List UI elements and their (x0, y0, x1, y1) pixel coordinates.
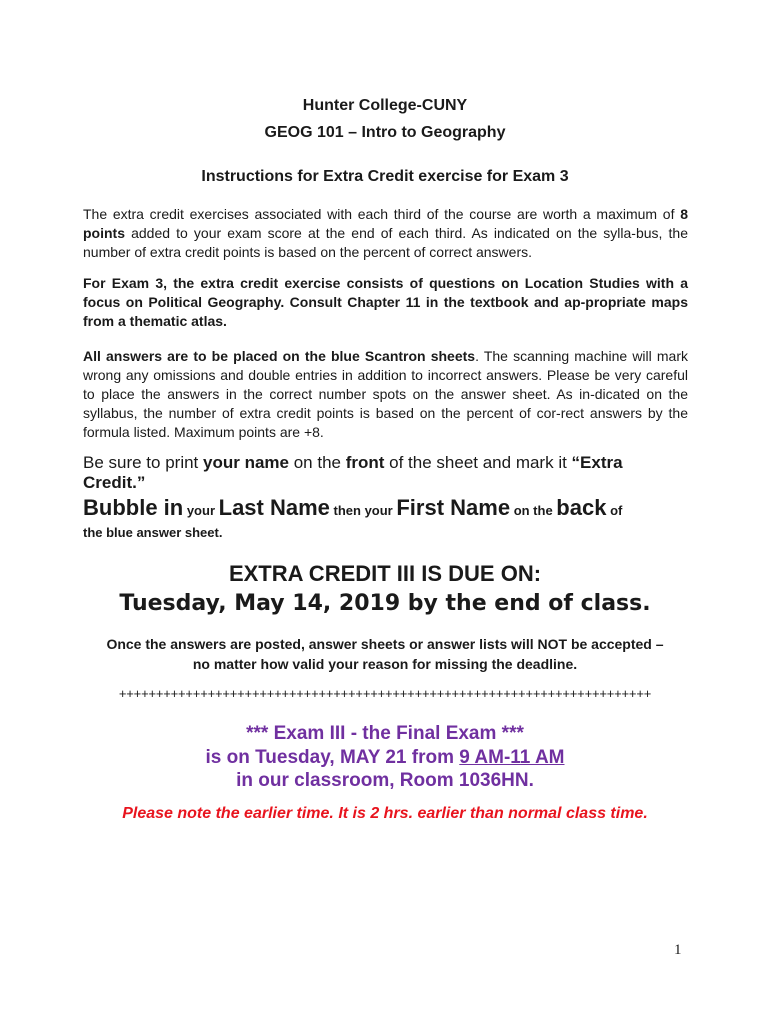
due-heading: EXTRA CREDIT III IS DUE ON: (228, 561, 542, 586)
late-policy (80, 634, 690, 674)
earlier-time-note: Please note the earlier time. It is 2 hrs. earlier than normal class time. (122, 805, 648, 822)
intro-points: 8 points (83, 206, 688, 241)
page-number: 1 (674, 942, 682, 958)
bubble-w4: then your (329, 503, 397, 518)
intro-paragraph (83, 205, 688, 262)
print-b3: “Extra Credit.” (83, 453, 623, 492)
scantron-rest: . The scanning machine will mark wrong any omissions and double entries in addition to incorrect answers. Please be very careful to place the answers in the correct number spots on the answer sheet. As in-dicated on the syllabus, the number of extra credit points is based on the percent of cor-rect answers by the formula listed. Maximum points are +8. (83, 348, 689, 440)
print-t1: Be sure to print (83, 453, 204, 472)
intro-text-b: added to your exam score at the end of each third. As indicated on the sylla-bus, the number of extra credit points is based on the percent of correct answers. (83, 225, 688, 260)
print-b1: your name (203, 453, 289, 472)
intro-text-a: The extra credit exercises associated with each third of the course are worth a maximum of (83, 206, 681, 222)
scantron-paragraph (83, 347, 688, 442)
bubble-w3: Last Name (218, 495, 330, 520)
late-line1: Once the answers are posted, answer sheets or answer lists will NOT be accepted – (106, 636, 664, 652)
bubble-w1: Bubble in (83, 495, 184, 520)
bubble-w7: back (556, 495, 607, 520)
scantron-bold: All answers are to be placed on the blue Scantron sheets (83, 348, 476, 364)
print-t2: on the (289, 453, 346, 472)
late-line2: no matter how valid your reason for missing the deadline. (192, 656, 578, 672)
final-exam-time: 9 AM-11 AM (459, 747, 565, 768)
print-t3: of the sheet and mark it (384, 453, 572, 472)
bubble-paragraph (83, 497, 703, 544)
final-exam-date-text: is on Tuesday, MAY 21 from (205, 747, 460, 768)
course-title: GEOG 101 – Intro to Geography (264, 124, 506, 141)
final-exam-room: in our classroom, Room 1036HN. (236, 770, 534, 791)
separator-line: ++++++++++++++++++++++++++++++++++++++++++++++++++++++++++++++++++++++++ (118, 686, 652, 701)
print-b2: front (345, 453, 385, 472)
instructions-title: Instructions for Extra Credit exercise for Exam 3 (201, 168, 569, 185)
exam3-paragraph: For Exam 3, the extra credit exercise consists of questions on Location Studies with a focus on Political Geography. Consult Chapter 11 in the textbook and ap-propriate maps from a thematic atlas. (83, 275, 688, 329)
bubble-w5: First Name (396, 495, 511, 520)
bubble-w2: your (183, 503, 219, 518)
bubble-w6: on the (510, 503, 557, 518)
final-exam-date (0, 747, 770, 769)
print-name-paragraph (83, 453, 688, 493)
due-date: Tuesday, May 14, 2019 by the end of class. (119, 591, 651, 616)
bubble-w9: the blue answer sheet. (83, 525, 223, 540)
college-title: Hunter College-CUNY (302, 97, 468, 114)
bubble-w8: of (606, 503, 623, 518)
final-exam-heading: *** Exam III - the Final Exam *** (246, 723, 524, 744)
